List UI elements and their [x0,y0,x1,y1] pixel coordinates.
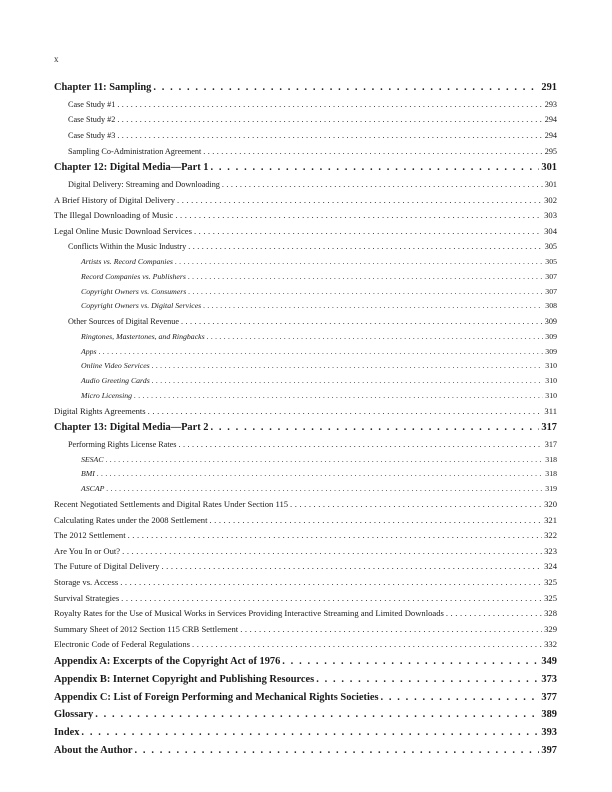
toc-leader-dots [120,575,542,591]
toc-entry-page: 293 [544,99,557,109]
toc-section-entry[interactable] [54,622,557,638]
toc-subsection-entry[interactable] [54,389,557,404]
toc-leader-dots [97,467,543,482]
toc-entry-label: Index [54,727,80,739]
toc-entry-label: Recent Negotiated Settlements and Digital Rates Under Section 115 [54,499,289,510]
toc-subsection-entry[interactable] [54,359,557,374]
toc-entry-page: 310 [545,376,557,386]
toc-entry-label: SESAC [81,454,104,464]
toc-entry-label: BMI [81,469,95,479]
toc-entry-page: 309 [545,346,557,356]
toc-entry-page: 397 [541,745,557,756]
toc-entry-label: Appendix C: List of Foreign Performing and Mechanical Rights Societies [54,691,379,703]
toc-leader-dots [203,299,543,314]
toc-entry-label: Royalty Rates for the Use of Musical Works in Services Providing Interactive Streaming and Limited Downloads [54,608,444,619]
toc-entry-label: Survival Strategies [54,592,120,603]
toc-entry-page: 302 [544,194,557,205]
toc-chapter-entry[interactable] [54,706,557,724]
toc-entry-label: The Illegal Downloading of Music [54,210,174,221]
toc-section-entry[interactable] [54,544,557,560]
toc-chapter-entry[interactable] [54,742,557,760]
toc-leader-dots [188,285,543,300]
toc-entry-label: Artists vs. Record Companies [81,256,173,266]
toc-leader-dots [222,177,543,193]
toc-entry-label: Are You In or Out? [54,545,121,556]
toc-entry-page: 301 [541,162,557,174]
toc-leader-dots [178,437,542,453]
toc-entry-page: 324 [544,561,557,572]
toc-entry-page: 318 [545,454,557,464]
toc-entry-label: Copyright Owners vs. Digital Services [81,301,202,311]
toc-leader-dots [135,742,540,760]
toc-section-entry[interactable] [54,224,557,240]
toc-entry-label: Summary Sheet of 2012 Section 115 CRB Settlement [54,623,239,634]
toc-leader-dots [316,671,539,689]
toc-entry-label: The 2012 Settlement [54,530,126,541]
toc-chapter-entry[interactable] [54,653,557,671]
toc-leader-dots [95,706,539,724]
toc-entry-page: 349 [541,656,557,668]
toc-subsection-entry[interactable] [54,482,557,497]
toc-section-entry[interactable] [54,404,557,420]
toc-leader-dots [175,208,542,224]
toc-leader-dots [203,144,542,160]
toc-entry-label: A Brief History of Digital Delivery [54,194,176,205]
toc-subsection-entry[interactable] [54,255,557,270]
toc-entry-page: 294 [544,115,557,125]
toc-entry-label: Appendix B: Internet Copyright and Publishing Resources [54,673,315,685]
toc-leader-dots [209,513,542,529]
toc-entry-label: Glossary [54,709,94,721]
toc-entry-label: Calculating Rates under the 2008 Settlement [54,514,208,525]
toc-subsection-entry[interactable] [54,453,557,468]
toc-leader-dots [211,419,540,437]
toc-chapter-entry[interactable] [54,159,557,177]
toc-leader-dots [188,270,543,285]
toc-section-entry[interactable] [54,208,557,224]
toc-entry-page: 311 [544,405,557,416]
toc-entry-page: 318 [545,469,557,479]
toc-entry-label: ASCAP [81,484,105,494]
toc-entry-page: 305 [545,256,557,266]
toc-entry-page: 295 [544,146,557,156]
toc-section-entry[interactable] [54,128,557,144]
toc-entry-page: 309 [545,331,557,341]
toc-leader-dots [153,79,539,97]
toc-leader-dots [152,374,544,389]
toc-section-entry[interactable] [54,193,557,209]
toc-entry-page: 291 [541,82,557,93]
toc-entry-page: 310 [545,361,557,371]
toc-section-entry[interactable] [54,591,557,607]
toc-leader-dots [282,653,539,671]
toc-leader-dots [122,544,542,560]
toc-leader-dots [117,112,542,128]
page-number: x [54,54,59,64]
toc-entry-page: 373 [541,673,557,685]
toc-leader-dots [117,97,542,113]
toc-leader-dots [117,128,542,144]
toc-section-entry[interactable] [54,559,557,575]
toc-entry-label: Conflicts Within the Music Industry [68,242,187,252]
toc-entry-label: Digital Delivery: Streaming and Downloading [68,179,220,189]
toc-entry-label: Digital Rights Agreements [54,405,146,416]
toc-entry-label: Appendix A: Excerpts of the Copyright Act of 1976 [54,656,281,668]
toc-entry-page: 303 [544,210,557,221]
toc-entry-page: 393 [541,727,557,739]
toc-section-entry[interactable] [54,606,557,622]
toc-entry-label: Performing Rights License Rates [68,440,177,450]
toc-leader-dots [148,404,543,420]
toc-section-entry[interactable] [54,497,557,513]
toc-leader-dots [446,606,542,622]
toc-entry-label: Apps [81,346,97,356]
toc-chapter-entry[interactable] [54,79,557,97]
toc-leader-dots [194,224,542,240]
toc-entry-page: 308 [545,301,557,311]
toc-section-entry[interactable] [54,239,557,255]
toc-entry-page: 294 [544,130,557,140]
toc-section-entry[interactable] [54,637,557,653]
toc-leader-dots [181,314,543,330]
toc-entry-page: 377 [541,691,557,703]
toc-subsection-entry[interactable] [54,299,557,314]
toc-entry-label: Electronic Code of Federal Regulations [54,639,191,650]
toc-entry-label: The Future of Digital Delivery [54,561,160,572]
toc-section-entry[interactable] [54,575,557,591]
toc-entry-label: Chapter 13: Digital Media—Part 2 [54,422,209,434]
toc-section-entry[interactable] [54,528,557,544]
toc-leader-dots [134,389,543,404]
toc-entry-page: 328 [544,608,557,619]
toc-leader-dots [381,689,540,707]
toc-leader-dots [106,453,544,468]
toc-section-entry[interactable] [54,314,557,330]
toc-leader-dots [192,637,542,653]
toc-section-entry[interactable] [54,97,557,113]
toc-entry-label: Ringtones, Mastertones, and Ringbacks [81,331,205,341]
toc-entry-page: 307 [545,286,557,296]
toc-entry-label: Chapter 12: Digital Media—Part 1 [54,162,209,174]
toc-entry-page: 301 [544,179,557,189]
toc-entry-page: 325 [544,592,557,603]
toc-leader-dots [290,497,542,513]
toc-entry-page: 322 [544,530,557,541]
toc-entry-page: 389 [541,709,557,721]
toc-section-entry[interactable] [54,144,557,160]
toc-section-entry[interactable] [54,112,557,128]
toc-leader-dots [99,345,544,360]
toc-chapter-entry[interactable] [54,419,557,437]
toc-entry-label: Case Study #3 [68,130,116,140]
toc-leader-dots [175,255,543,270]
toc-leader-dots [177,193,542,209]
toc-entry-page: 317 [541,422,557,434]
toc-chapter-entry[interactable] [54,724,557,742]
toc-entry-label: Chapter 11: Sampling [54,82,152,93]
toc-leader-dots [152,359,544,374]
toc-entry-page: 317 [544,440,557,450]
toc-entry-label: Case Study #2 [68,115,116,125]
toc-entry-page: 319 [545,484,557,494]
toc-subsection-entry[interactable] [54,270,557,285]
toc-entry-page: 323 [544,545,557,556]
toc-leader-dots [207,330,544,345]
toc-subsection-entry[interactable] [54,330,557,345]
toc-entry-label: Copyright Owners vs. Consumers [81,286,187,296]
toc-leader-dots [211,159,540,177]
toc-entry-page: 321 [544,514,557,525]
toc-section-entry[interactable] [54,513,557,529]
toc-entry-label: Case Study #1 [68,99,116,109]
toc-chapter-entry[interactable] [54,671,557,689]
toc-entry-page: 332 [544,639,557,650]
toc-entry-page: 325 [544,577,557,588]
toc-subsection-entry[interactable] [54,285,557,300]
toc-entry-label: Sampling Co-Administration Agreement [68,146,202,156]
toc-entry-label: Storage vs. Access [54,577,119,588]
toc-entry-page: 310 [545,390,557,400]
toc-leader-dots [106,482,543,497]
toc-entry-label: Audio Greeting Cards [81,376,150,386]
toc-entry-page: 309 [544,317,557,327]
toc-entry-label: Online Video Services [81,361,150,371]
toc-leader-dots [128,528,543,544]
toc-entry-page: 329 [544,623,557,634]
toc-entry-label: About the Author [54,745,133,756]
toc-chapter-entry[interactable] [54,689,557,707]
toc-leader-dots [121,591,542,607]
toc-entry-label: Record Companies vs. Publishers [81,271,186,281]
table-of-contents [54,79,557,760]
toc-entry-page: 320 [544,499,557,510]
toc-section-entry[interactable] [54,177,557,193]
toc-entry-page: 305 [544,242,557,252]
toc-subsection-entry[interactable] [54,467,557,482]
toc-leader-dots [81,724,539,742]
toc-leader-dots [161,559,542,575]
toc-entry-label: Other Sources of Digital Revenue [68,317,179,327]
toc-section-entry[interactable] [54,437,557,453]
toc-leader-dots [188,239,542,255]
toc-subsection-entry[interactable] [54,345,557,360]
toc-subsection-entry[interactable] [54,374,557,389]
toc-leader-dots [240,622,542,638]
toc-entry-page: 307 [545,271,557,281]
toc-entry-label: Micro Licensing [81,390,133,400]
toc-entry-page: 304 [544,225,557,236]
toc-entry-label: Legal Online Music Download Services [54,225,192,236]
